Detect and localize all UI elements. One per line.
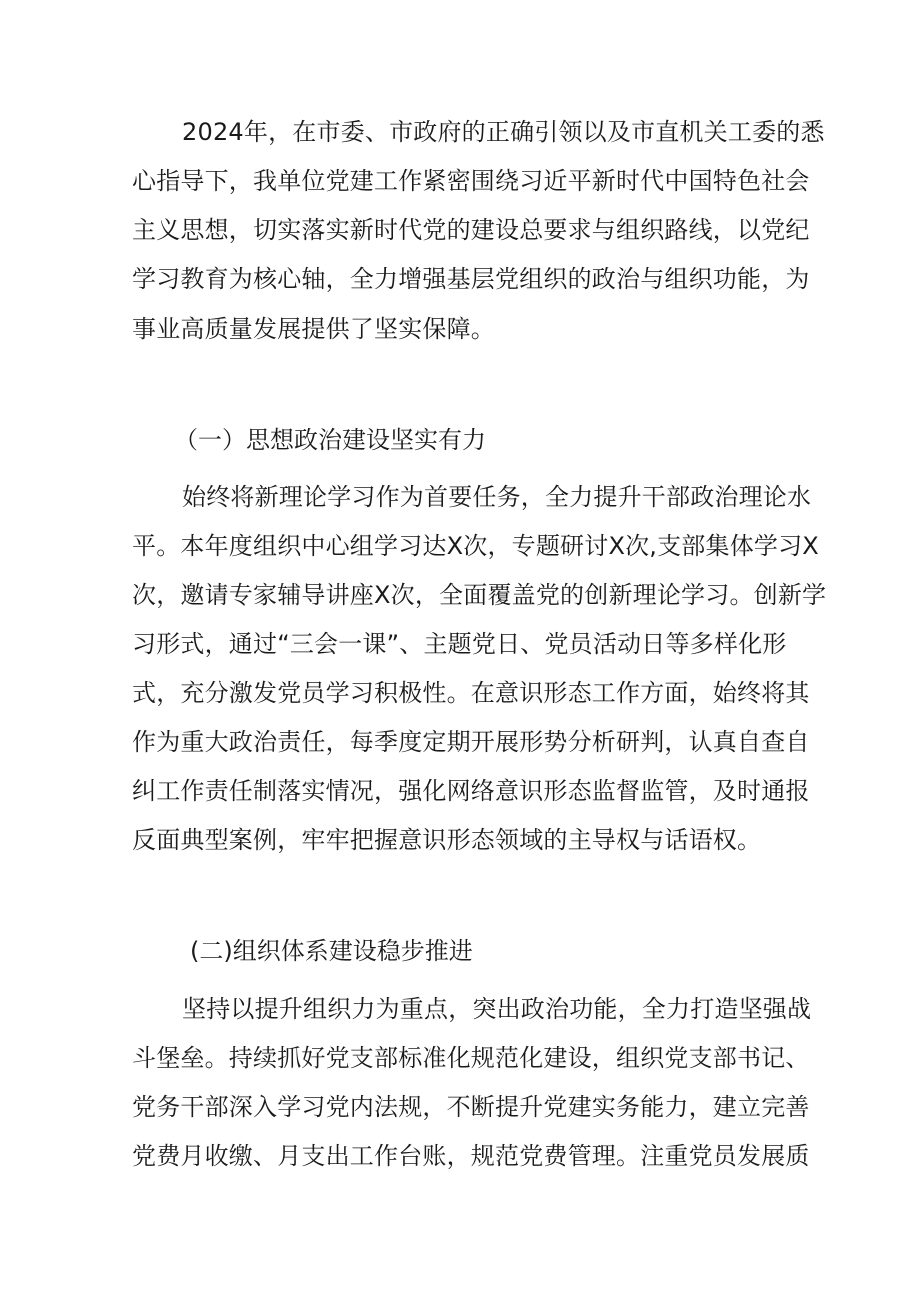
- section-line: 次，邀请专家辅导讲座X次，全面覆盖党的创新理论学习。创新学: [132, 581, 827, 609]
- section-line: 式，充分激发党员学习积极性。在意识形态工作方面，始终将其: [132, 679, 810, 707]
- intro-line: 学习教育为核心轴，全力增强基层党组织的政治与组织功能，为: [132, 265, 810, 293]
- section-line: 党务干部深入学习党内法规，不断提升党建实务能力，建立完善: [132, 1093, 810, 1121]
- section-line: 党费月收缴、月支出工作台账，规范党费管理。注重党员发展质: [132, 1142, 810, 1170]
- section-line: 习形式，通过“三会一课”、主题党日、党员活动日等多样化形: [132, 630, 787, 658]
- intro-line: 事业高质量发展提供了坚实保障。: [132, 315, 495, 343]
- intro-line: 2024年，在市委、市政府的正确引领以及市直机关工委的悉: [182, 118, 825, 146]
- section-line: 始终将新理论学习作为首要任务，全力提升干部政治理论水: [182, 483, 812, 511]
- intro-line: 心指导下，我单位党建工作紧密围绕习近平新时代中国特色社会: [132, 167, 810, 195]
- intro-line: 主义思想，切实落实新时代党的建设总要求与组织路线，以党纪: [132, 216, 810, 244]
- section-line: 作为重大政治责任，每季度定期开展形势分析研判，认真自查自: [132, 728, 810, 756]
- section-line: 反面典型案例，牢牢把握意识形态领域的主导权与话语权。: [132, 826, 762, 854]
- section-line: 斗堡垒。持续抓好党支部标准化规范化建设，组织党支部书记、: [132, 1044, 810, 1072]
- section-heading: （一）思想政治建设坚实有力: [174, 426, 486, 454]
- section-line: 纠工作责任制落实情况，强化网络意识形态监督监管，及时通报: [132, 777, 810, 805]
- section-line: 平。本年度组织中心组学习达X次，专题研讨X次,支部集体学习X: [132, 532, 819, 560]
- section-heading: (二)组织体系建设稳步推进: [190, 937, 473, 965]
- section-line: 坚持以提升组织力为重点，突出政治功能，全力打造坚强战: [182, 995, 812, 1023]
